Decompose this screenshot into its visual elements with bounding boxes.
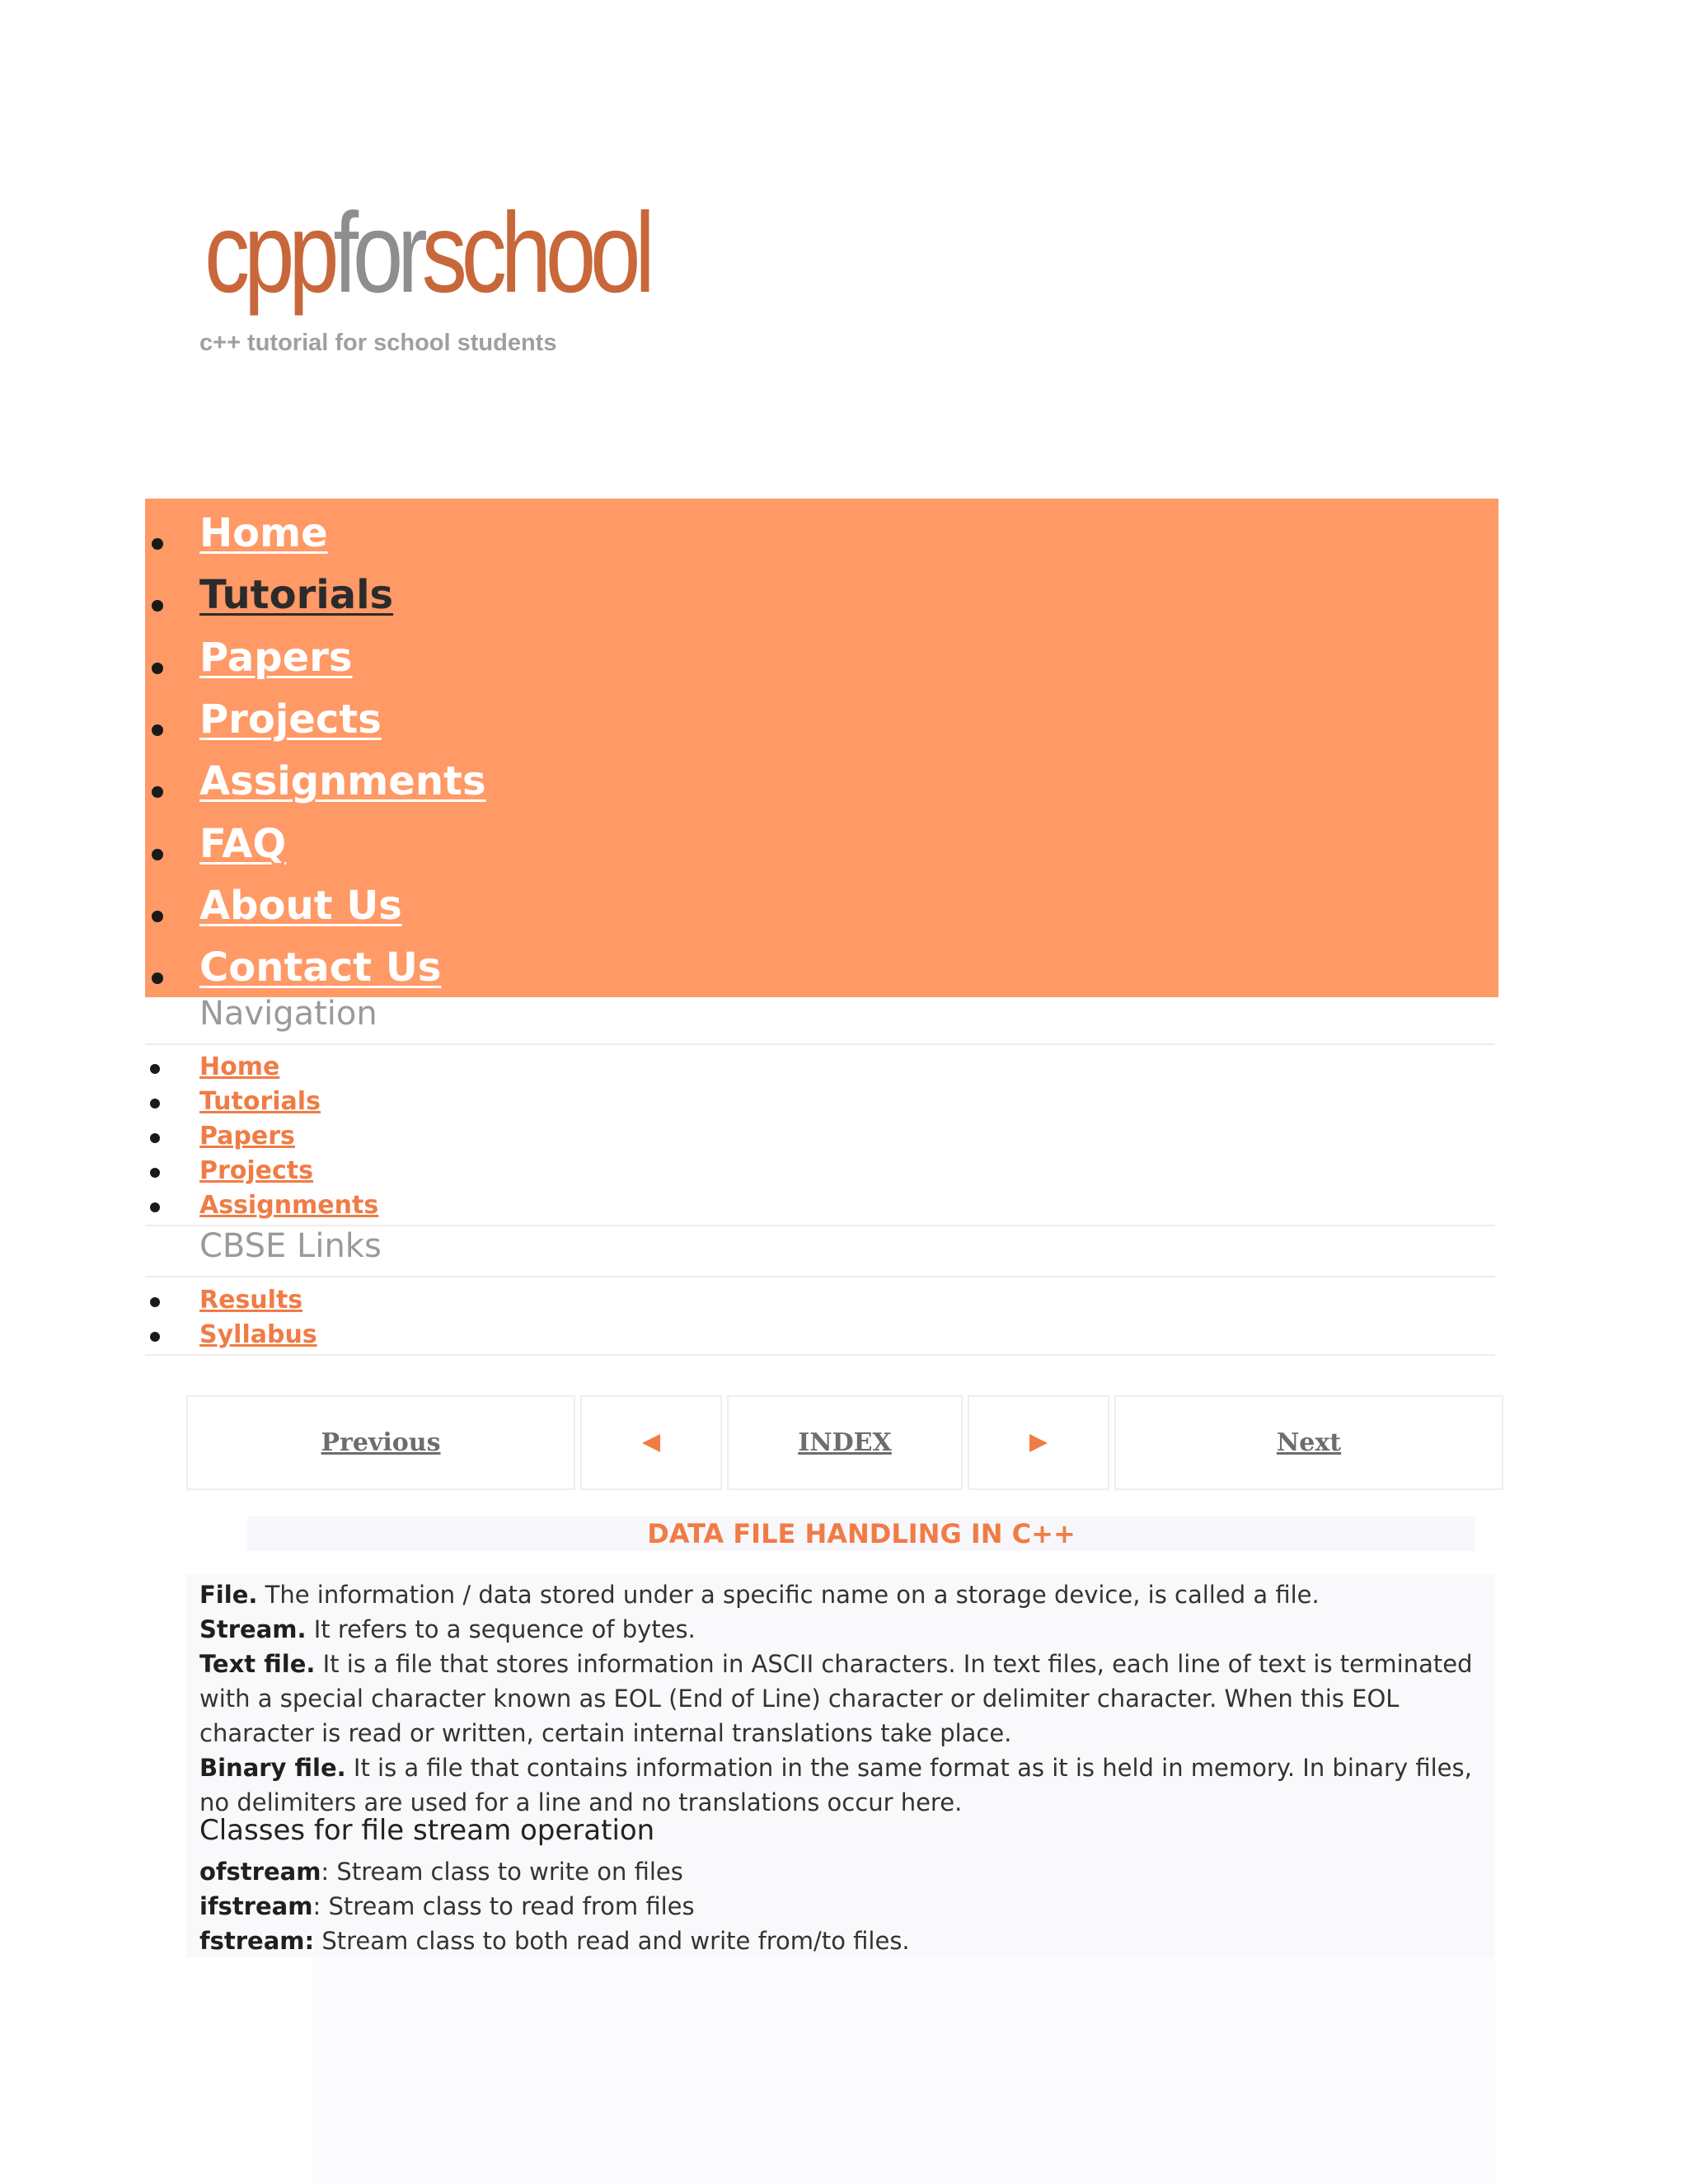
definition-file [199,1577,1320,1612]
content-panel-lower [313,1957,1495,2184]
definition-ifstream [199,1889,695,1924]
bullet-icon [152,538,163,550]
bullet-icon [150,1133,160,1143]
top-menu [145,499,1498,997]
divider [145,1043,1495,1045]
definition-ofstream [199,1854,683,1889]
top-menu-item-projects [145,695,804,757]
def-ifstream: : Stream class to read from files [312,1892,695,1920]
nav-link-tutorials[interactable]: Tutorials [199,1087,321,1116]
pager-previous-cell [186,1395,575,1490]
pager-prev-arrow-cell[interactable] [580,1395,722,1490]
nav-link-assignments[interactable]: Assignments [199,1191,379,1220]
top-menu-link-faq[interactable]: FAQ [199,820,287,867]
term-file: File. [199,1581,258,1609]
pager-index-cell [727,1395,963,1490]
definition-fstream [199,1924,910,1958]
top-menu-item-assignments [145,757,804,818]
top-menu-item-about-us [145,881,804,943]
logo-wordmark [204,190,649,316]
top-menu-link-about-us[interactable]: About Us [199,882,402,929]
bullet-icon [150,1297,160,1307]
top-menu-link-projects[interactable]: Projects [199,696,382,743]
cbse-item-syllabus [145,1319,887,1353]
term-ofstream: ofstream [199,1858,321,1886]
bullet-icon [152,600,163,612]
bullet-icon [150,1332,160,1342]
bullet-icon [152,972,163,984]
previous-link[interactable]: Previous [321,1428,441,1457]
def-fstream: Stream class to both read and write from/to files. [314,1927,910,1955]
definition-binary-file [199,1750,1472,1785]
term-stream: Stream. [199,1615,307,1643]
top-menu-link-assignments[interactable]: Assignments [199,758,486,805]
classes-heading: Classes for file stream operation [199,1814,655,1847]
cbse-item-results [145,1284,887,1319]
definition-stream [199,1612,696,1647]
arrow-right-icon[interactable] [1029,1434,1048,1452]
logo-school: school [421,190,649,316]
nav-item-projects [145,1155,887,1189]
term-fstream: fstream: [199,1927,315,1955]
nav-link-papers[interactable]: Papers [199,1122,295,1151]
nav-link-projects[interactable]: Projects [199,1156,314,1185]
top-menu-item-tutorials [145,570,804,632]
def-text-file-1: It is a file that stores information in ASCII characters. In text files, each line of text is terminated [315,1650,1473,1678]
site-tagline: c++ tutorial for school students [199,330,557,356]
bullet-icon [150,1202,160,1212]
bullet-icon [152,849,163,860]
nav-link-home[interactable]: Home [199,1052,280,1081]
definition-text-file [199,1647,1473,1681]
bullet-icon [152,724,163,736]
bullet-icon [152,663,163,674]
def-stream: It refers to a sequence of bytes. [306,1615,696,1643]
top-menu-link-tutorials[interactable]: Tutorials [199,572,394,619]
bullet-icon [150,1099,160,1108]
pager-next-arrow-cell[interactable] [968,1395,1109,1490]
logo-for: for [333,190,422,316]
def-ofstream: : Stream class to write on files [321,1858,683,1886]
def-text-file-3: character is read or written, certain internal translations take place. [199,1719,1012,1747]
divider [145,1354,1495,1356]
cbse-links-title: CBSE Links [199,1227,382,1265]
def-binary-file-1: It is a file that contains information in the same format as it is held in memory. In binary files, [345,1754,1472,1782]
bullet-icon [152,911,163,922]
next-link[interactable]: Next [1276,1428,1342,1457]
page-title: DATA FILE HANDLING IN C++ [247,1516,1475,1551]
site-logo[interactable] [204,191,715,323]
navigation-title: Navigation [199,995,377,1033]
bullet-icon [152,786,163,798]
bullet-icon [150,1168,160,1178]
bullet-icon [150,1064,160,1074]
def-binary-file-2: no delimiters are used for a line and no translations occur here. [199,1788,963,1816]
def-text-file-2: with a special character known as EOL (End of Line) character or delimiter character. When this EOL [199,1685,1400,1713]
nav-item-assignments [145,1189,887,1224]
nav-item-home [145,1051,887,1085]
cbse-link-syllabus[interactable]: Syllabus [199,1320,317,1349]
logo-cpp: cpp [204,190,334,316]
top-menu-item-home [145,509,804,570]
nav-item-papers [145,1120,887,1155]
top-menu-item-papers [145,633,804,695]
term-text-file: Text file. [199,1650,316,1678]
cbse-link-results[interactable]: Results [199,1286,303,1315]
divider [145,1276,1495,1277]
index-link[interactable]: INDEX [798,1428,892,1457]
term-binary-file: Binary file. [199,1754,346,1782]
top-menu-item-faq [145,819,804,881]
top-menu-link-papers[interactable]: Papers [199,634,353,681]
def-file: The information / data stored under a specific name on a storage device, is called a file. [257,1581,1320,1609]
top-menu-link-contact-us[interactable]: Contact Us [199,944,442,991]
arrow-left-icon[interactable] [642,1434,660,1452]
nav-item-tutorials [145,1085,887,1120]
pager-next-cell [1114,1395,1503,1490]
top-menu-link-home[interactable]: Home [199,510,328,556]
term-ifstream: ifstream [199,1892,313,1920]
